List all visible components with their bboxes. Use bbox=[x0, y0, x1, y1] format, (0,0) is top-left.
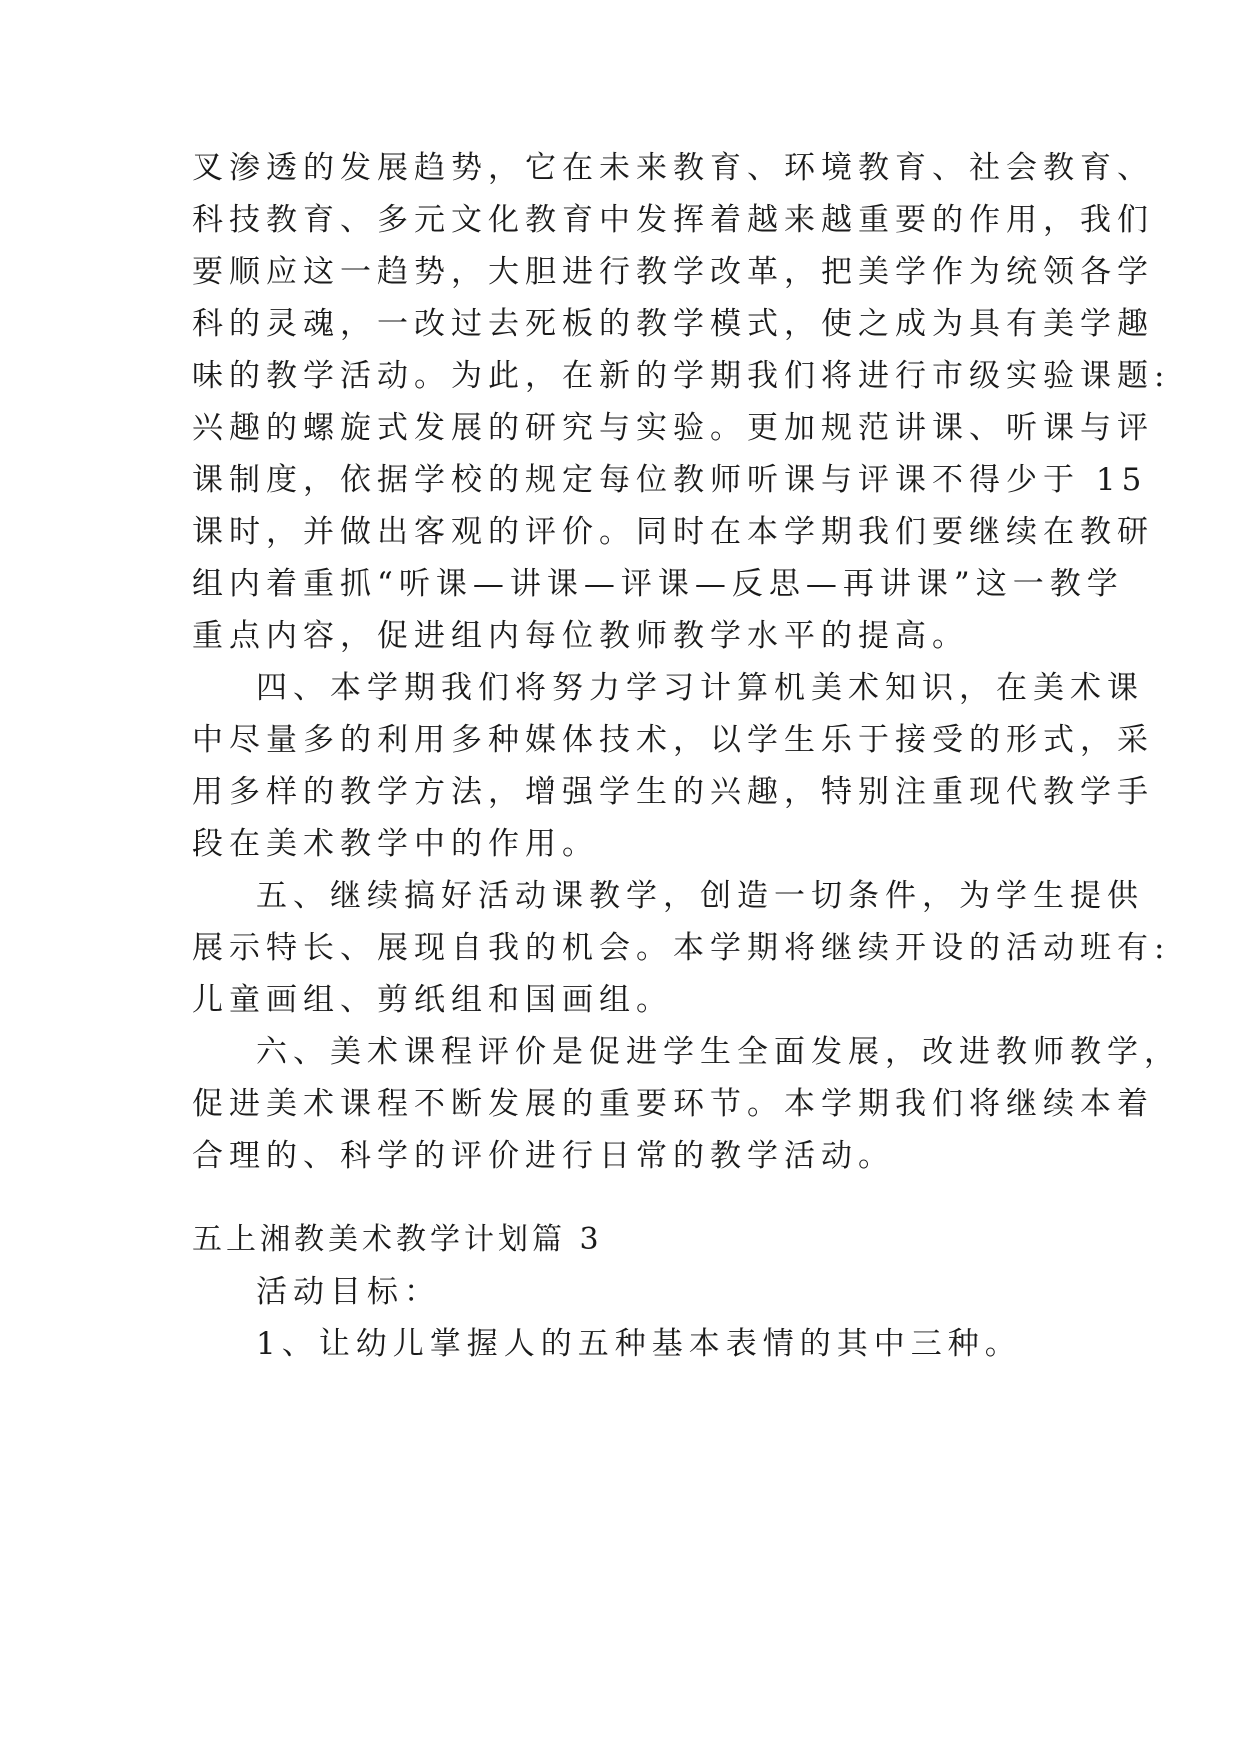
paragraph-line: 要顺应这一趋势，大胆进行教学改革，把美学作为统领各学 bbox=[192, 254, 1154, 290]
paragraph-line: 课时，并做出客观的评价。同时在本学期我们要继续在教研 bbox=[192, 514, 1154, 550]
paragraph-line: 兴趣的螺旋式发展的研究与实验。更加规范讲课、听课与评 bbox=[192, 410, 1154, 446]
section-heading: 五上湘教美术教学计划篇 3 bbox=[192, 1222, 603, 1257]
paragraph-line: 用多样的教学方法，增强学生的兴趣，特别注重现代教学手 bbox=[192, 774, 1154, 810]
paragraph-line: 叉渗透的发展趋势，它在未来教育、环境教育、社会教育、 bbox=[192, 150, 1154, 186]
paragraph-line: 儿童画组、剪纸组和国画组。 bbox=[192, 982, 673, 1018]
paragraph-line: 科技教育、多元文化教育中发挥着越来越重要的作用，我们 bbox=[192, 202, 1154, 238]
paragraph-line: 五、继续搞好活动课教学，创造一切条件，为学生提供 bbox=[256, 878, 1144, 914]
paragraph-line: 四、本学期我们将努力学习计算机美术知识，在美术课 bbox=[256, 670, 1144, 706]
paragraph-line: 科的灵魂，一改过去死板的教学模式，使之成为具有美学趣 bbox=[192, 306, 1154, 342]
paragraph-line: 组内着重抓“听课—讲课—评课—反思—再讲课”这一教学 bbox=[192, 566, 1124, 602]
activity-goal-label: 活动目标： bbox=[256, 1274, 441, 1310]
paragraph-line: 味的教学活动。为此，在新的学期我们将进行市级实验课题: bbox=[192, 358, 1171, 394]
paragraph-line: 六、美术课程评价是促进学生全面发展，改进教师教学， bbox=[256, 1034, 1181, 1070]
paragraph-line: 课制度，依据学校的规定每位教师听课与评课不得少于 15 bbox=[192, 462, 1148, 498]
activity-goal-item: 1、让幼儿掌握人的五种基本表情的其中三种。 bbox=[256, 1326, 1022, 1362]
paragraph-line: 重点内容，促进组内每位教师教学水平的提高。 bbox=[192, 618, 969, 654]
paragraph-line: 促进美术课程不断发展的重要环节。本学期我们将继续本着 bbox=[192, 1086, 1154, 1122]
paragraph-line: 中尽量多的利用多种媒体技术，以学生乐于接受的形式，采 bbox=[192, 722, 1154, 758]
paragraph-line: 段在美术教学中的作用。 bbox=[192, 826, 599, 862]
paragraph-line: 展示特长、展现自我的机会。本学期将继续开设的活动班有: bbox=[192, 930, 1171, 966]
paragraph-line: 合理的、科学的评价进行日常的教学活动。 bbox=[192, 1138, 895, 1174]
